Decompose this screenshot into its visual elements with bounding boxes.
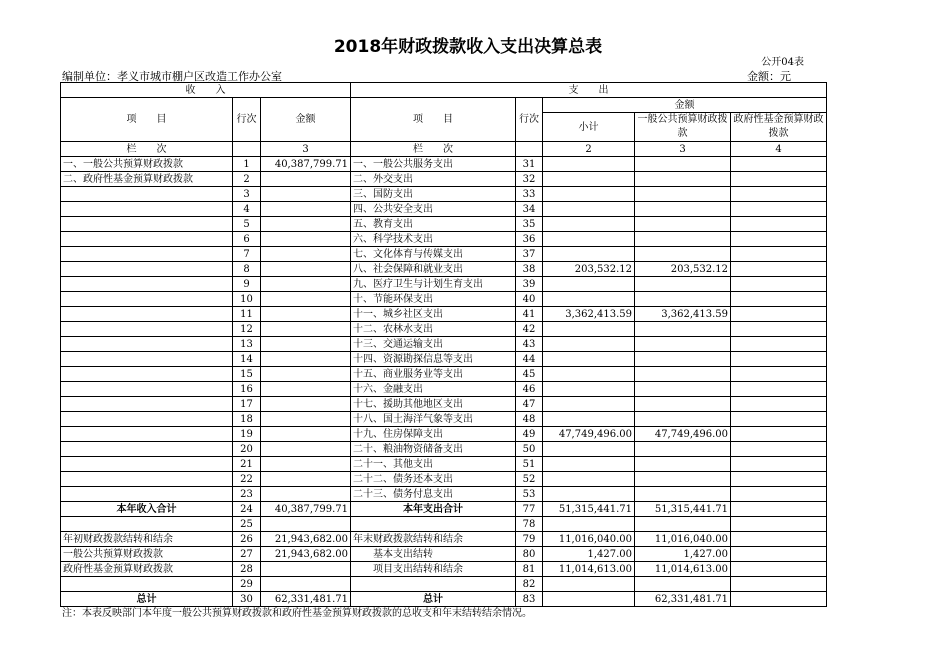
expense-fund-budget bbox=[731, 472, 827, 487]
income-row-number: 22 bbox=[233, 472, 261, 487]
expense-row-number: 47 bbox=[516, 397, 543, 412]
income-row-number: 28 bbox=[233, 562, 261, 577]
income-amount bbox=[261, 262, 351, 277]
income-amount: 21,943,682.00 bbox=[261, 532, 351, 547]
expense-general-budget bbox=[635, 397, 731, 412]
expense-fund-budget bbox=[731, 367, 827, 382]
table-row bbox=[61, 442, 827, 457]
col-label: 栏 次 bbox=[351, 142, 516, 157]
table-row bbox=[61, 247, 827, 262]
expense-subtotal bbox=[543, 337, 635, 352]
expense-row-number: 51 bbox=[516, 457, 543, 472]
expense-subtotal bbox=[543, 352, 635, 367]
expense-subtotal: 1,427.00 bbox=[543, 547, 635, 562]
table-row bbox=[61, 427, 827, 442]
income-amount bbox=[261, 277, 351, 292]
expense-row-number: 40 bbox=[516, 292, 543, 307]
income-item bbox=[61, 217, 233, 232]
form-number: 公开04表 bbox=[761, 57, 804, 68]
expense-subtotal bbox=[543, 247, 635, 262]
income-row-number: 29 bbox=[233, 577, 261, 592]
expense-item: 十四、资源勘探信息等支出 bbox=[351, 352, 516, 367]
income-item: 一、一般公共预算财政拨款 bbox=[61, 157, 233, 172]
expense-general-budget bbox=[635, 367, 731, 382]
income-amount bbox=[261, 412, 351, 427]
income-amount bbox=[261, 562, 351, 577]
expense-rowno-header: 行次 bbox=[516, 98, 543, 142]
table-row bbox=[61, 157, 827, 172]
expense-subtotal: 11,016,040.00 bbox=[543, 532, 635, 547]
table-row bbox=[61, 367, 827, 382]
income-row-number: 14 bbox=[233, 352, 261, 367]
income-row-number: 6 bbox=[233, 232, 261, 247]
income-amount: 21,943,682.00 bbox=[261, 547, 351, 562]
table-row bbox=[61, 232, 827, 247]
income-amount bbox=[261, 472, 351, 487]
income-item bbox=[61, 442, 233, 457]
expense-header: 支 出 bbox=[351, 83, 827, 98]
table-row bbox=[61, 187, 827, 202]
income-item: 政府性基金预算财政拨款 bbox=[61, 562, 233, 577]
income-row-number: 4 bbox=[233, 202, 261, 217]
expense-row-number: 45 bbox=[516, 367, 543, 382]
expense-general-budget bbox=[635, 457, 731, 472]
income-item bbox=[61, 232, 233, 247]
income-item bbox=[61, 292, 233, 307]
income-item bbox=[61, 472, 233, 487]
income-amount bbox=[261, 367, 351, 382]
income-row-number: 9 bbox=[233, 277, 261, 292]
expense-item: 二十一、其他支出 bbox=[351, 457, 516, 472]
expense-general-budget bbox=[635, 442, 731, 457]
income-row-number: 16 bbox=[233, 382, 261, 397]
expense-item: 八、社会保障和就业支出 bbox=[351, 262, 516, 277]
expense-general-budget: 1,427.00 bbox=[635, 547, 731, 562]
table-row bbox=[61, 577, 827, 592]
expense-fund-budget bbox=[731, 547, 827, 562]
table-row bbox=[61, 532, 827, 547]
income-amount bbox=[261, 187, 351, 202]
expense-item: 十七、援助其他地区支出 bbox=[351, 397, 516, 412]
income-row-number: 11 bbox=[233, 307, 261, 322]
expense-row-number: 39 bbox=[516, 277, 543, 292]
table-row bbox=[61, 412, 827, 427]
expense-fund-budget bbox=[731, 517, 827, 532]
footnote: 注：本表反映部门本年度一般公共预算财政拨款和政府性基金预算财政拨款的总收支和年末结转结余情况。 bbox=[62, 608, 532, 619]
income-item: 一般公共预算财政拨款 bbox=[61, 547, 233, 562]
expense-general-budget bbox=[635, 517, 731, 532]
expense-row-number: 36 bbox=[516, 232, 543, 247]
expense-row-number: 34 bbox=[516, 202, 543, 217]
expense-fund-budget bbox=[731, 442, 827, 457]
expense-general-budget bbox=[635, 322, 731, 337]
expense-row-number: 50 bbox=[516, 442, 543, 457]
expense-row-number: 79 bbox=[516, 532, 543, 547]
income-item bbox=[61, 307, 233, 322]
expense-general-budget bbox=[635, 352, 731, 367]
general-budget-header: 一般公共预算财政拨款 bbox=[635, 113, 731, 142]
expense-subtotal bbox=[543, 172, 635, 187]
income-amount-header: 金额 bbox=[261, 98, 351, 142]
expense-subtotal bbox=[543, 487, 635, 502]
expense-general-budget bbox=[635, 277, 731, 292]
expense-subtotal bbox=[543, 367, 635, 382]
expense-subtotal bbox=[543, 187, 635, 202]
expense-item: 二十二、债务还本支出 bbox=[351, 472, 516, 487]
expense-row-number: 80 bbox=[516, 547, 543, 562]
income-row-number: 2 bbox=[233, 172, 261, 187]
income-amount bbox=[261, 517, 351, 532]
income-item bbox=[61, 262, 233, 277]
expense-item: 年末财政拨款结转和结余 bbox=[351, 532, 516, 547]
expense-row-number: 41 bbox=[516, 307, 543, 322]
expense-fund-budget bbox=[731, 172, 827, 187]
expense-subtotal bbox=[543, 397, 635, 412]
expense-fund-budget bbox=[731, 352, 827, 367]
table-row bbox=[61, 172, 827, 187]
expense-item bbox=[351, 577, 516, 592]
income-row-number: 19 bbox=[233, 427, 261, 442]
expense-item: 七、文化体育与传媒支出 bbox=[351, 247, 516, 262]
expense-general-budget: 51,315,441.71 bbox=[635, 502, 731, 517]
income-row-number: 24 bbox=[233, 502, 261, 517]
expense-fund-budget bbox=[731, 532, 827, 547]
expense-item: 二十、粮油物资储备支出 bbox=[351, 442, 516, 457]
col-number: 3 bbox=[261, 142, 351, 157]
expense-item: 十六、金融支出 bbox=[351, 382, 516, 397]
income-item bbox=[61, 412, 233, 427]
income-amount bbox=[261, 292, 351, 307]
table-row bbox=[61, 457, 827, 472]
income-item: 年初财政拨款结转和结余 bbox=[61, 532, 233, 547]
expense-subtotal: 3,362,413.59 bbox=[543, 307, 635, 322]
income-amount bbox=[261, 442, 351, 457]
expense-fund-budget bbox=[731, 262, 827, 277]
expense-fund-budget bbox=[731, 412, 827, 427]
income-row-number: 20 bbox=[233, 442, 261, 457]
income-item: 本年收入合计 bbox=[61, 502, 233, 517]
income-amount bbox=[261, 322, 351, 337]
expense-general-budget: 62,331,481.71 bbox=[635, 592, 731, 607]
expense-row-number: 33 bbox=[516, 187, 543, 202]
expense-subtotal bbox=[543, 217, 635, 232]
table-row bbox=[61, 337, 827, 352]
expense-subtotal: 47,749,496.00 bbox=[543, 427, 635, 442]
col-label: 栏 次 bbox=[61, 142, 233, 157]
expense-subtotal bbox=[543, 442, 635, 457]
income-amount bbox=[261, 247, 351, 262]
expense-fund-budget bbox=[731, 337, 827, 352]
income-row-number: 23 bbox=[233, 487, 261, 502]
expense-subtotal bbox=[543, 322, 635, 337]
expense-item: 十八、国土海洋气象等支出 bbox=[351, 412, 516, 427]
expense-general-budget: 47,749,496.00 bbox=[635, 427, 731, 442]
income-item bbox=[61, 247, 233, 262]
table-row bbox=[61, 502, 827, 517]
table-row bbox=[61, 277, 827, 292]
expense-subtotal: 11,014,613.00 bbox=[543, 562, 635, 577]
expense-general-budget bbox=[635, 412, 731, 427]
income-item bbox=[61, 187, 233, 202]
income-item bbox=[61, 382, 233, 397]
expense-subtotal: 51,315,441.71 bbox=[543, 502, 635, 517]
expense-row-number: 38 bbox=[516, 262, 543, 277]
table-row bbox=[61, 472, 827, 487]
expense-fund-budget bbox=[731, 322, 827, 337]
income-item bbox=[61, 517, 233, 532]
expense-item: 四、公共安全支出 bbox=[351, 202, 516, 217]
expense-general-budget: 11,016,040.00 bbox=[635, 532, 731, 547]
expense-fund-budget bbox=[731, 277, 827, 292]
expense-row-number: 37 bbox=[516, 247, 543, 262]
table-row bbox=[61, 397, 827, 412]
income-amount bbox=[261, 307, 351, 322]
income-item bbox=[61, 427, 233, 442]
income-amount: 40,387,799.71 bbox=[261, 157, 351, 172]
expense-subtotal bbox=[543, 292, 635, 307]
expense-general-budget bbox=[635, 202, 731, 217]
income-amount bbox=[261, 397, 351, 412]
income-row-number: 13 bbox=[233, 337, 261, 352]
expense-item: 十五、商业服务业等支出 bbox=[351, 367, 516, 382]
expense-fund-budget bbox=[731, 202, 827, 217]
expense-item: 基本支出结转 bbox=[351, 547, 516, 562]
reporting-unit: 编制单位：孝义市城市棚户区改造工作办公室 bbox=[62, 70, 282, 83]
expense-row-number: 35 bbox=[516, 217, 543, 232]
expense-fund-budget bbox=[731, 232, 827, 247]
expense-item: 十、节能环保支出 bbox=[351, 292, 516, 307]
income-row-number: 17 bbox=[233, 397, 261, 412]
expense-row-number: 53 bbox=[516, 487, 543, 502]
expense-general-budget bbox=[635, 382, 731, 397]
income-item bbox=[61, 322, 233, 337]
expense-fund-budget bbox=[731, 427, 827, 442]
expense-fund-budget bbox=[731, 217, 827, 232]
expense-row-number: 83 bbox=[516, 592, 543, 607]
expense-general-budget bbox=[635, 472, 731, 487]
expense-row-number: 43 bbox=[516, 337, 543, 352]
expense-general-budget bbox=[635, 187, 731, 202]
table-row bbox=[61, 307, 827, 322]
expense-general-budget: 11,014,613.00 bbox=[635, 562, 731, 577]
income-item bbox=[61, 337, 233, 352]
table-row bbox=[61, 262, 827, 277]
expense-general-budget bbox=[635, 292, 731, 307]
table-row bbox=[61, 562, 827, 577]
income-amount bbox=[261, 232, 351, 247]
expense-subtotal bbox=[543, 517, 635, 532]
table-row bbox=[61, 217, 827, 232]
expense-general-budget bbox=[635, 172, 731, 187]
expense-fund-budget bbox=[731, 292, 827, 307]
income-row-number: 25 bbox=[233, 517, 261, 532]
expense-row-number: 42 bbox=[516, 322, 543, 337]
expense-row-number: 78 bbox=[516, 517, 543, 532]
income-item-header: 项 目 bbox=[61, 98, 233, 142]
expense-subtotal bbox=[543, 382, 635, 397]
expense-general-budget bbox=[635, 232, 731, 247]
expense-general-budget bbox=[635, 487, 731, 502]
income-amount bbox=[261, 457, 351, 472]
expense-row-number: 81 bbox=[516, 562, 543, 577]
income-amount bbox=[261, 382, 351, 397]
expense-fund-budget bbox=[731, 577, 827, 592]
income-amount bbox=[261, 487, 351, 502]
expense-subtotal bbox=[543, 457, 635, 472]
expense-fund-budget bbox=[731, 157, 827, 172]
income-amount bbox=[261, 427, 351, 442]
expense-fund-budget bbox=[731, 592, 827, 607]
budget-table bbox=[60, 82, 827, 607]
income-row-number: 10 bbox=[233, 292, 261, 307]
income-row-number: 5 bbox=[233, 217, 261, 232]
col-number: 4 bbox=[731, 142, 827, 157]
expense-item: 十九、住房保障支出 bbox=[351, 427, 516, 442]
expense-general-budget: 3,362,413.59 bbox=[635, 307, 731, 322]
income-row-number: 3 bbox=[233, 187, 261, 202]
expense-fund-budget bbox=[731, 397, 827, 412]
expense-item: 十三、交通运输支出 bbox=[351, 337, 516, 352]
expense-general-budget bbox=[635, 577, 731, 592]
income-rowno-header: 行次 bbox=[233, 98, 261, 142]
expense-item: 项目支出结转和结余 bbox=[351, 562, 516, 577]
income-header: 收 入 bbox=[61, 83, 351, 98]
expense-subtotal bbox=[543, 232, 635, 247]
expense-row-number: 31 bbox=[516, 157, 543, 172]
expense-item: 六、科学技术支出 bbox=[351, 232, 516, 247]
income-item bbox=[61, 277, 233, 292]
expense-fund-budget bbox=[731, 457, 827, 472]
expense-row-number: 77 bbox=[516, 502, 543, 517]
income-row-number: 21 bbox=[233, 457, 261, 472]
expense-subtotal bbox=[543, 472, 635, 487]
expense-general-budget bbox=[635, 247, 731, 262]
income-row-number: 26 bbox=[233, 532, 261, 547]
expense-row-number: 46 bbox=[516, 382, 543, 397]
amount-unit: 金额：元 bbox=[747, 70, 791, 83]
table-row bbox=[61, 487, 827, 502]
expense-row-number: 48 bbox=[516, 412, 543, 427]
expense-subtotal bbox=[543, 592, 635, 607]
expense-subtotal bbox=[543, 577, 635, 592]
income-row-number: 12 bbox=[233, 322, 261, 337]
expense-row-number: 82 bbox=[516, 577, 543, 592]
table-row bbox=[61, 547, 827, 562]
income-item bbox=[61, 397, 233, 412]
income-row-number: 8 bbox=[233, 262, 261, 277]
income-item: 二、政府性基金预算财政拨款 bbox=[61, 172, 233, 187]
income-amount bbox=[261, 202, 351, 217]
expense-general-budget bbox=[635, 157, 731, 172]
income-amount bbox=[261, 337, 351, 352]
income-row-number: 7 bbox=[233, 247, 261, 262]
income-item: 总计 bbox=[61, 592, 233, 607]
income-item bbox=[61, 487, 233, 502]
expense-fund-budget bbox=[731, 307, 827, 322]
income-amount: 40,387,799.71 bbox=[261, 502, 351, 517]
income-amount: 62,331,481.71 bbox=[261, 592, 351, 607]
col-number: 3 bbox=[635, 142, 731, 157]
income-row-number: 15 bbox=[233, 367, 261, 382]
expense-fund-budget bbox=[731, 187, 827, 202]
income-row-number: 27 bbox=[233, 547, 261, 562]
expense-fund-budget bbox=[731, 382, 827, 397]
col-number: 2 bbox=[543, 142, 635, 157]
expense-row-number: 52 bbox=[516, 472, 543, 487]
expense-subtotal bbox=[543, 412, 635, 427]
expense-general-budget bbox=[635, 337, 731, 352]
expense-fund-budget bbox=[731, 562, 827, 577]
income-item bbox=[61, 367, 233, 382]
income-row-number: 30 bbox=[233, 592, 261, 607]
income-amount bbox=[261, 217, 351, 232]
expense-item: 十一、城乡社区支出 bbox=[351, 307, 516, 322]
income-row-number: 1 bbox=[233, 157, 261, 172]
expense-general-budget bbox=[635, 217, 731, 232]
income-row-number: 18 bbox=[233, 412, 261, 427]
expense-item bbox=[351, 517, 516, 532]
expense-item: 总计 bbox=[351, 592, 516, 607]
amount-group-header: 金额 bbox=[543, 98, 827, 113]
income-item bbox=[61, 202, 233, 217]
table-row bbox=[61, 292, 827, 307]
expense-fund-budget bbox=[731, 247, 827, 262]
expense-row-number: 44 bbox=[516, 352, 543, 367]
expense-item: 二十三、债务付息支出 bbox=[351, 487, 516, 502]
income-amount bbox=[261, 577, 351, 592]
expense-general-budget: 203,532.12 bbox=[635, 262, 731, 277]
expense-item: 五、教育支出 bbox=[351, 217, 516, 232]
expense-item: 本年支出合计 bbox=[351, 502, 516, 517]
table-row bbox=[61, 517, 827, 532]
income-item bbox=[61, 457, 233, 472]
expense-item: 十二、农林水支出 bbox=[351, 322, 516, 337]
expense-item: 一、一般公共服务支出 bbox=[351, 157, 516, 172]
income-item bbox=[61, 577, 233, 592]
income-item bbox=[61, 352, 233, 367]
income-amount bbox=[261, 352, 351, 367]
expense-subtotal bbox=[543, 202, 635, 217]
page-title: 2018年财政拨款收入支出决算总表 bbox=[333, 37, 603, 57]
expense-fund-budget bbox=[731, 487, 827, 502]
income-amount bbox=[261, 172, 351, 187]
expense-subtotal bbox=[543, 157, 635, 172]
expense-subtotal: 203,532.12 bbox=[543, 262, 635, 277]
expense-row-number: 32 bbox=[516, 172, 543, 187]
subtotal-header: 小计 bbox=[543, 113, 635, 142]
fund-budget-header: 政府性基金预算财政拨款 bbox=[731, 113, 827, 142]
table-row bbox=[61, 322, 827, 337]
expense-item-header: 项 目 bbox=[351, 98, 516, 142]
expense-subtotal bbox=[543, 277, 635, 292]
expense-item: 九、医疗卫生与计划生育支出 bbox=[351, 277, 516, 292]
expense-item: 二、外交支出 bbox=[351, 172, 516, 187]
table-row bbox=[61, 202, 827, 217]
table-row bbox=[61, 352, 827, 367]
expense-item: 三、国防支出 bbox=[351, 187, 516, 202]
expense-row-number: 49 bbox=[516, 427, 543, 442]
table-row bbox=[61, 382, 827, 397]
expense-fund-budget bbox=[731, 502, 827, 517]
